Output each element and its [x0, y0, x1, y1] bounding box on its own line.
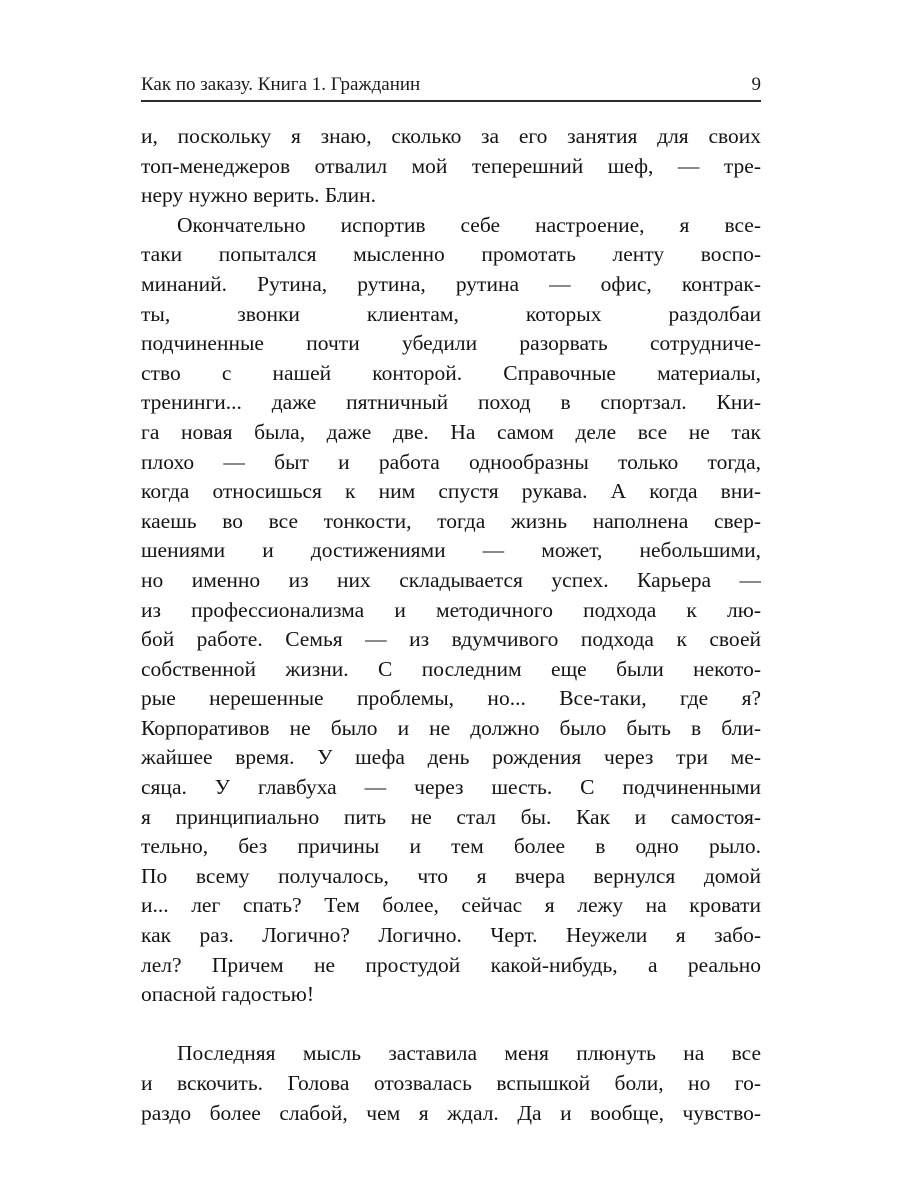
text-line: По всему получалось, что я вчера вернулся домой: [141, 863, 761, 888]
text-line: когда относишься к ним спустя рукава. А когда вни-: [141, 479, 761, 504]
text-line: жайшее время. У шефа день рождения через три ме-: [141, 745, 761, 770]
text-line: раздо более слабой, чем я ждал. Да и вообще, чувство-: [141, 1100, 761, 1125]
text-line: ство с нашей конторой. Справочные материалы,: [141, 360, 761, 385]
header-title: Как по заказу. Книга 1. Гражданин: [141, 74, 421, 95]
text-line: как раз. Логично? Логично. Черт. Неужели я забо-: [141, 923, 761, 948]
text-line: и... лег спать? Тем более, сейчас я лежу на кровати: [141, 893, 761, 918]
text-line: плохо — быт и работа однообразны только тогда,: [141, 449, 761, 474]
text-line: но именно из них складывается успех. Карьера —: [141, 567, 761, 592]
text-block: [141, 122, 761, 1128]
text-line: тренинги... даже пятничный поход в спортзал. Кни-: [141, 390, 761, 415]
text-line: Корпоративов не было и не должно было быть в бли-: [141, 715, 761, 740]
text-line: минаний. Рутина, рутина, рутина — офис, контрак-: [141, 271, 761, 296]
text-line: и вскочить. Голова отозвалась вспышкой боли, но го-: [141, 1071, 761, 1095]
text-line: топ-менеджеров отвалил мой теперешний шеф, — тре-: [141, 153, 761, 178]
page-number: 9: [751, 74, 761, 95]
running-header: [141, 74, 761, 96]
text-line: Окончательно испортив себе настроение, я все-: [177, 212, 761, 237]
text-line: сяца. У главбуха — через шесть. С подчиненными: [141, 775, 761, 800]
text-line: из профессионализма и методичного подхода к лю-: [141, 597, 761, 622]
text-line: опасной гадостью!: [141, 982, 315, 1007]
text-line: я принципиально пить не стал бы. Как и самостоя-: [141, 804, 761, 829]
text-line: таки попытался мысленно промотать ленту воспо-: [141, 242, 761, 267]
text-line: рые нерешенные проблемы, но... Все-таки, где я?: [141, 686, 761, 711]
text-line: и, поскольку я знаю, сколько за его занятия для своих: [141, 124, 761, 148]
text-line: лел? Причем не простудой какой-нибудь, а реально: [141, 952, 761, 977]
text-line: бой работе. Семья — из вдумчивого подхода к своей: [141, 627, 761, 652]
text-line: собственной жизни. С последним еще были некото-: [141, 656, 761, 681]
header-rule: [141, 100, 761, 102]
text-line: Последняя мысль заставила меня плюнуть на все: [177, 1041, 761, 1066]
text-line: неру нужно верить. Блин.: [141, 183, 377, 208]
text-line: шениями и достижениями — может, небольшими,: [141, 538, 761, 563]
text-line: тельно, без причины и тем более в одно рыло.: [141, 834, 761, 859]
text-line: каешь во все тонкости, тогда жизнь наполнена свер-: [141, 508, 761, 533]
text-line: ты, звонки клиентам, которых раздолбаи: [141, 301, 761, 326]
text-line: га новая была, даже две. На самом деле все не так: [141, 419, 761, 444]
text-line: подчиненные почти убедили разорвать сотрудниче-: [141, 331, 761, 356]
